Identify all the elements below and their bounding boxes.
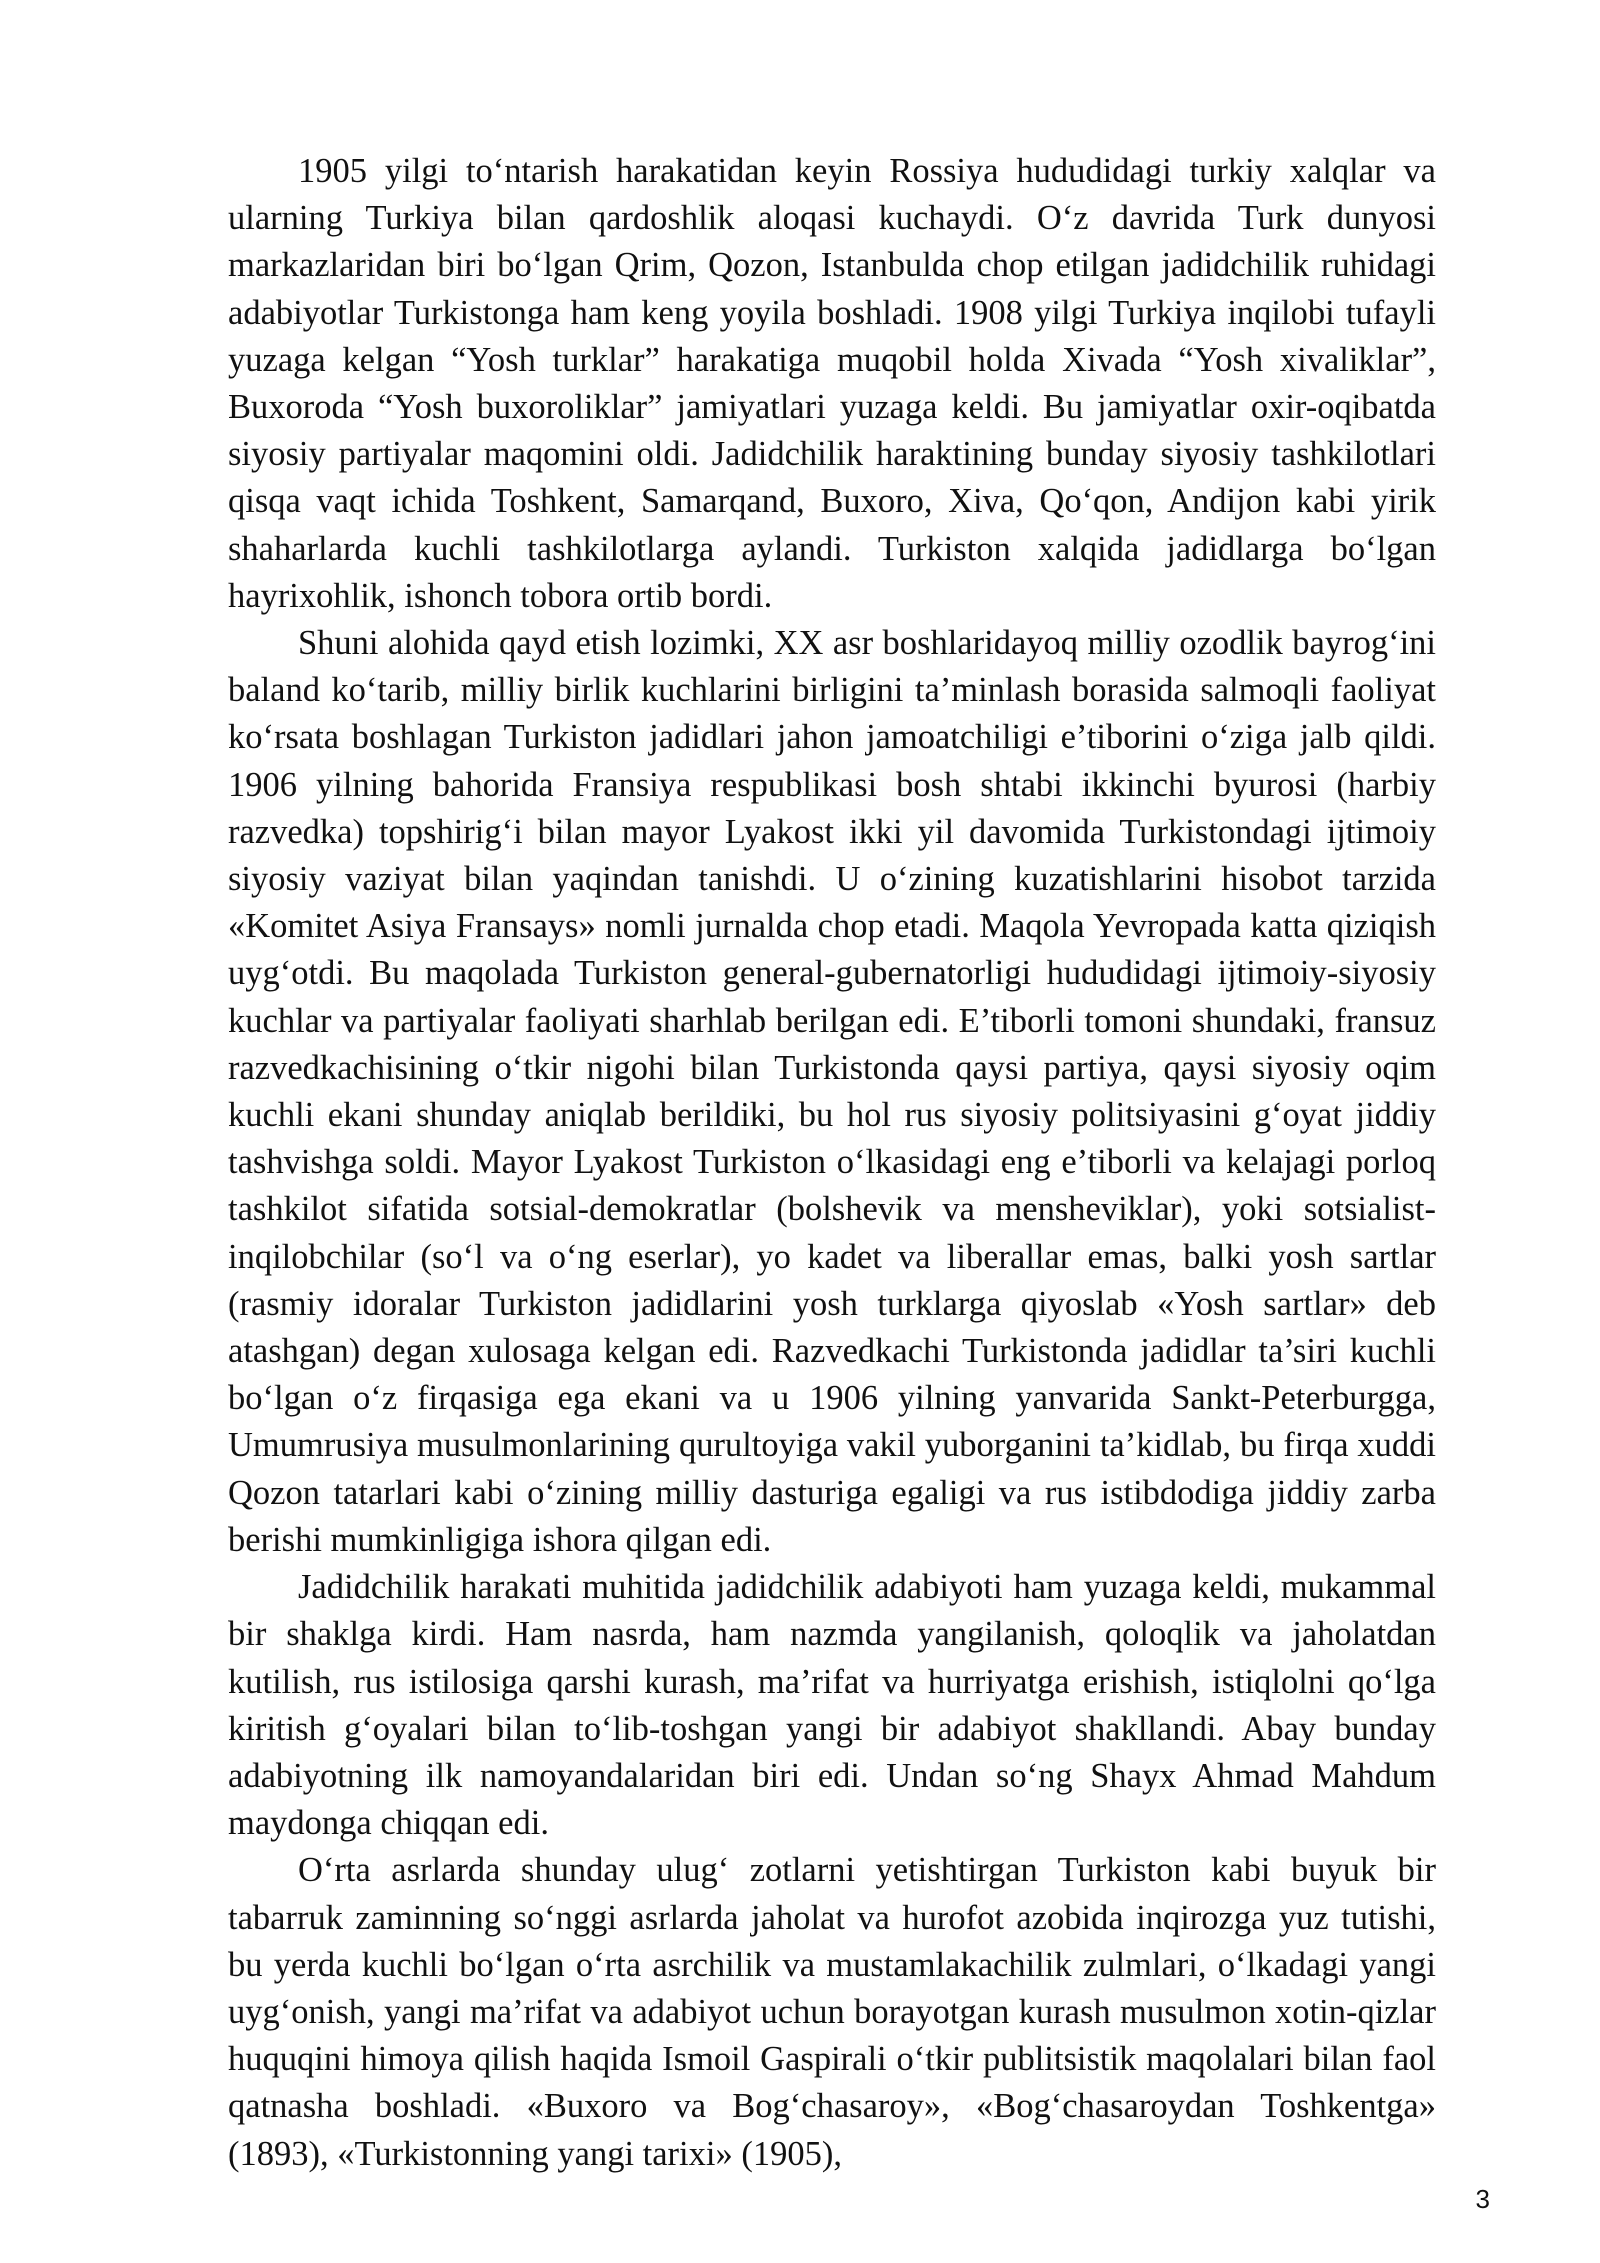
paragraph-1: 1905 yilgi to‘ntarish harakatidan keyin Rossiya hududidagi turkiy xalqlar va ularning Turkiya bilan qardoshlik aloqasi kuchaydi. O‘z davrida Turk dunyosi markazlaridan biri bo‘lgan Qrim, Qozon, Istanbulda chop etilgan jadidchilik ruhidagi adabiyotlar Turkistonga ham keng yoyila boshladi. 1908 yilgi Turkiya inqilobi tufayli yuzaga kelgan “Yosh turklar” harakatiga muqobil holda Xivada “Yosh xivaliklar”, Buxoroda “Yosh buxoroliklar” jamiyatlari yuzaga keldi. Bu jamiyatlar oxir-oqibatda siyosiy partiyalar maqomini oldi. Jadidchilik haraktining bunday siyosiy tashkilotlari qisqa vaqt ichida Toshkent, Samarqand, Buxoro, Xiva, Qo‘qon, Andijon kabi yirik shaharlarda kuchli tashkilotlarga aylandi. Turkiston xalqida jadidlarga bo‘lgan hayrixohlik, ishonch tobora ortib bordi. (228, 152, 1436, 615)
page-number: 3 (1475, 2184, 1490, 2214)
body-text (228, 148, 1436, 2178)
paragraph-4: O‘rta asrlarda shunday ulug‘ zotlarni yetishtirgan Turkiston kabi buyuk bir tabarruk zaminning so‘nggi asrlarda jaholat va hurofot azobida inqirozga yuz tutishi, bu yerda kuchli bo‘lgan o‘rta asrchilik va mustamlakachilik zulmlari, o‘lkadagi yangi uyg‘onish, yangi ma’rifat va adabiyot uchun borayotgan kurash musulmon xotin-qizlar huquqini himoya qilish haqida Ismoil Gaspirali o‘tkir publitsistik maqolalari bilan faol qatnasha boshladi. «Buxoro va Bog‘chasaroy», «Bog‘chasaroydan Toshkentga» (1893), «Turkistonning yangi tarixi» (1905), (228, 1851, 1436, 2173)
paragraph-3: Jadidchilik harakati muhitida jadidchilik adabiyoti ham yuzaga keldi, mukammal bir shaklga kirdi. Ham nasrda, ham nazmda yangilanish, qoloqlik va jaholatdan kutilish, rus istilosiga qarshi kurash, ma’rifat va hurriyatga erishish, istiqlolni qo‘lga kiritish g‘oyalari bilan to‘lib-toshgan yangi bir adabiyot shakllandi. Abay bunday adabiyotning ilk namoyandalaridan biri edi. Undan so‘ng Shayx Ahmad Mahdum maydonga chiqqan edi. (228, 1568, 1436, 1843)
paragraph-2: Shuni alohida qayd etish lozimki, XX asr boshlaridayoq milliy ozodlik bayrog‘ini baland ko‘tarib, milliy birlik kuchlarini birligini ta’minlash borasida salmoqli faoliyat ko‘rsata boshlagan Turkiston jadidlari jahon jamoatchiligi e’tiborini o‘ziga jalb qildi. 1906 yilning bahorida Fransiya respublikasi bosh shtabi ikkinchi byurosi (harbiy razvedka) topshirig‘i bilan mayor Lyakost ikki yil davomida Turkistondagi ijtimoiy siyosiy vaziyat bilan yaqindan tanishdi. U o‘zining kuzatishlarini hisobot tarzida «Komitet Asiya Fransays» nomli jurnalda chop etadi. Maqola Yevropada katta qiziqish uyg‘otdi. Bu maqolada Turkiston general-gubernatorligi hududidagi ijtimoiy-siyosiy kuchlar va partiyalar faoliyati sharhlab berilgan edi. E’tiborli tomoni shundaki, fransuz razvedkachisining o‘tkir nigohi bilan Turkistonda qaysi partiya, qaysi siyosiy oqim kuchli ekani shunday aniqlab berildiki, bu hol rus siyosiy politsiyasini g‘oyat jiddiy tashvishga soldi. Mayor Lyakost Turkiston o‘lkasidagi eng e’tiborli va kelajagi porloq tashkilot sifatida sotsial-demokratlar (bolshevik va mensheviklar), yoki sotsialist-inqilobchilar (so‘l va o‘ng eserlar), yo kadet va liberallar emas, balki yosh sartlar (rasmiy idoralar Turkiston jadidlarini yosh turklarga qiyoslab «Yosh sartlar» deb atashgan) degan xulosaga kelgan edi. Razvedkachi Turkistonda jadidlar ta’siri kuchli bo‘lgan o‘z firqasiga ega ekani va u 1906 yilning yanvarida Sankt-Peterburgga, Umumrusiya musulmonlarining qurultoyiga vakil yuborganini ta’kidlab, bu firqa xuddi Qozon tatarlari kabi o‘zining milliy dasturiga egaligi va rus istibdodiga jiddiy zarba berishi mumkinligiga ishora qilgan edi. (228, 624, 1436, 1559)
